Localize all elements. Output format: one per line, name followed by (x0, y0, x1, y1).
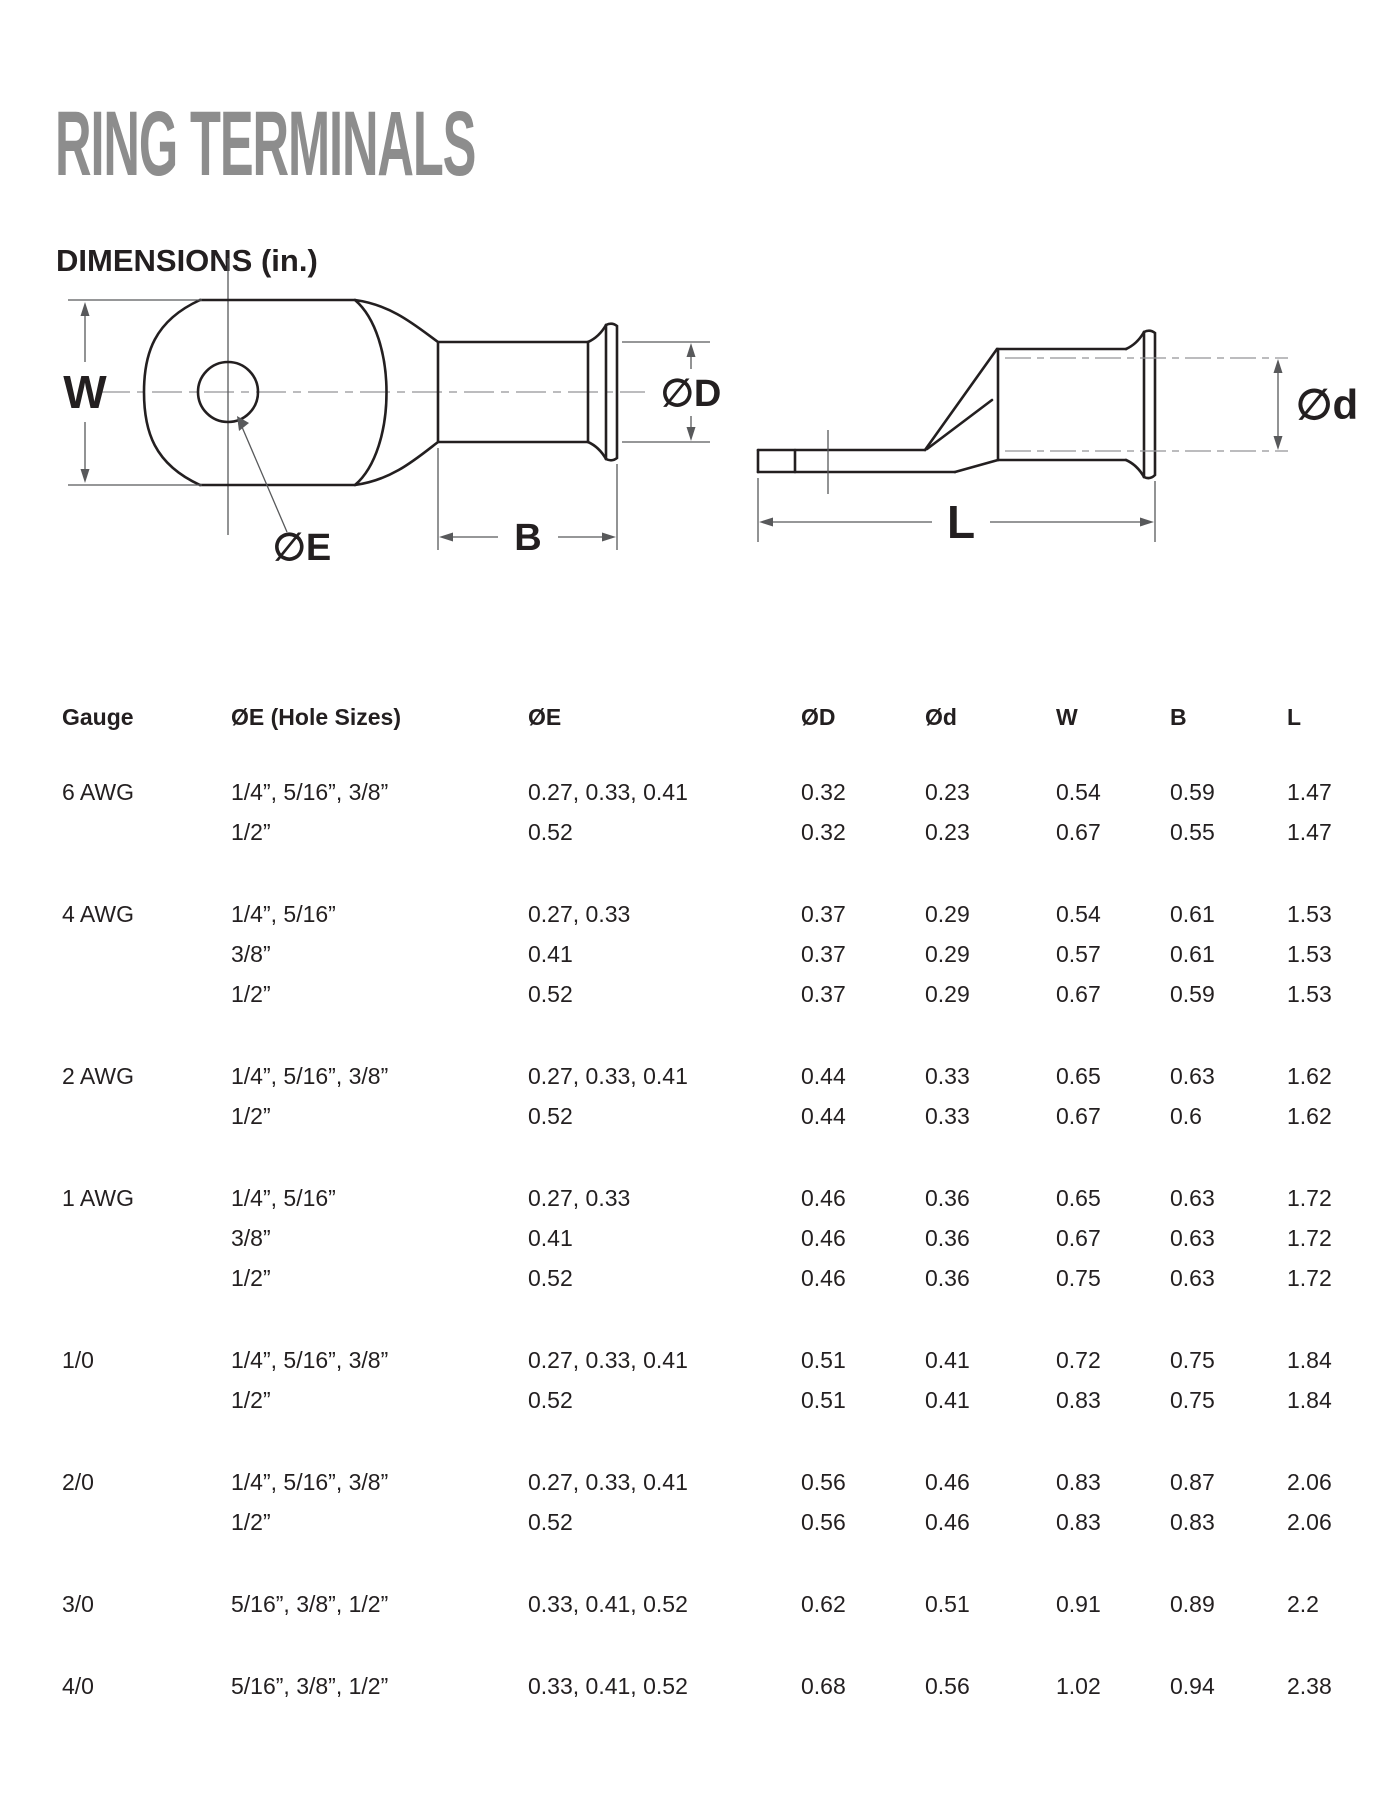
table-row (62, 1502, 1362, 1542)
w-arrow-down (81, 469, 90, 483)
table-cell: 0.33 (925, 1103, 970, 1129)
table-cell: 0.36 (925, 1225, 970, 1251)
table-cell: 1.53 (1287, 901, 1332, 927)
side-view-drawing (758, 331, 1358, 548)
dimension-l (758, 478, 1155, 548)
table-cell: 0.75 (1056, 1265, 1101, 1291)
table-cell: 1.72 (1287, 1265, 1332, 1291)
outer-diagonal (925, 349, 997, 450)
table-cell: 0.27, 0.33, 0.41 (528, 779, 688, 805)
table-cell: 1.72 (1287, 1185, 1332, 1211)
table-cell: 0.56 (801, 1469, 846, 1495)
table-cell: 1.62 (1287, 1063, 1332, 1089)
inner-diagonal (927, 400, 992, 449)
table-cell: 0.32 (801, 779, 846, 805)
w-label: W (63, 366, 107, 418)
big-d-label: ∅D (660, 373, 722, 415)
table-cell: 1/4”, 5/16”, 3/8” (231, 1469, 389, 1495)
table-cell: 0.51 (801, 1347, 846, 1373)
table-cell: 0.72 (1056, 1347, 1101, 1373)
table-cell: 5/16”, 3/8”, 1/2” (231, 1591, 389, 1617)
hole-e-label: ∅E (272, 527, 332, 569)
table-cell: 2.06 (1287, 1509, 1332, 1535)
header-gauge: Gauge (62, 704, 134, 730)
table-cell: 2.06 (1287, 1469, 1332, 1495)
table-cell: 0.41 (925, 1347, 970, 1373)
table-row (62, 1666, 1362, 1706)
table-body (62, 772, 1362, 1706)
table-cell: 0.41 (528, 1225, 573, 1251)
small-d-arrow-up (1274, 359, 1283, 373)
table-cell: 1.72 (1287, 1225, 1332, 1251)
table-cell: 0.52 (528, 981, 573, 1007)
table-cell: 0.83 (1170, 1509, 1215, 1535)
table-cell: 0.41 (925, 1387, 970, 1413)
table-cell: 0.94 (1170, 1673, 1215, 1699)
header-hole-sizes: ØE (Hole Sizes) (231, 704, 401, 730)
table-cell: 1.62 (1287, 1103, 1332, 1129)
table-cell: 0.29 (925, 981, 970, 1007)
table-cell: 0.61 (1170, 941, 1215, 967)
table-cell: 2/0 (62, 1469, 94, 1495)
table-cell: 0.55 (1170, 819, 1215, 845)
table-cell: 0.61 (1170, 901, 1215, 927)
table-row (62, 934, 1362, 974)
table-cell: 1/2” (231, 1265, 271, 1291)
table-cell: 0.36 (925, 1185, 970, 1211)
table-cell: 0.83 (1056, 1509, 1101, 1535)
table-cell: 4 AWG (62, 901, 134, 927)
b-arrow-left (439, 533, 453, 542)
header-w: W (1056, 704, 1078, 730)
table-row (62, 1258, 1362, 1298)
table-cell: 0.54 (1056, 779, 1101, 805)
table-cell: 1/4”, 5/16” (231, 901, 336, 927)
table-cell: 0.27, 0.33 (528, 1185, 631, 1211)
b-arrow-right (602, 533, 616, 542)
table-cell: 0.59 (1170, 779, 1215, 805)
table-cell: 1/4”, 5/16”, 3/8” (231, 1063, 389, 1089)
table-cell: 1/0 (62, 1347, 94, 1373)
table-cell: 1.84 (1287, 1387, 1332, 1413)
table-group (62, 772, 1362, 852)
table-cell: 0.54 (1056, 901, 1101, 927)
table-cell: 0.46 (925, 1509, 970, 1535)
table-cell: 0.44 (801, 1063, 846, 1089)
table-cell: 0.75 (1170, 1387, 1215, 1413)
d-arrow-up (687, 343, 696, 357)
table-cell: 0.33 (925, 1063, 970, 1089)
d-arrow-down (687, 427, 696, 441)
table-cell: 0.37 (801, 941, 846, 967)
table-cell: 1/2” (231, 1103, 271, 1129)
table-cell: 0.32 (801, 819, 846, 845)
small-d-label: ∅d (1295, 381, 1359, 428)
table-group (62, 1666, 1362, 1706)
table-cell: 0.51 (925, 1591, 970, 1617)
ring-top-edge (200, 300, 588, 342)
l-arrow-right (1140, 518, 1154, 527)
table-cell: 0.67 (1056, 981, 1101, 1007)
side-flare-bottom-curve (1126, 460, 1144, 477)
top-view-drawing (63, 258, 721, 569)
table-cell: 0.27, 0.33, 0.41 (528, 1347, 688, 1373)
table-cell: 1.53 (1287, 941, 1332, 967)
table-cell: 1.47 (1287, 779, 1332, 805)
table-cell: 3/8” (231, 941, 271, 967)
table-cell: 0.27, 0.33, 0.41 (528, 1469, 688, 1495)
ring-terminal-diagram (40, 250, 1360, 572)
table-cell: 0.87 (1170, 1469, 1215, 1495)
table-cell: 0.46 (801, 1225, 846, 1251)
table-row (62, 1584, 1362, 1624)
table-cell: 0.67 (1056, 819, 1101, 845)
table-cell: 0.33, 0.41, 0.52 (528, 1673, 688, 1699)
table-cell: 0.65 (1056, 1063, 1101, 1089)
table-cell: 0.89 (1170, 1591, 1215, 1617)
table-row (62, 894, 1362, 934)
table-cell: 0.27, 0.33 (528, 901, 631, 927)
table-cell: 0.41 (528, 941, 573, 967)
bottom-transition (955, 460, 998, 472)
table-cell: 0.23 (925, 779, 970, 805)
header-l: L (1287, 704, 1302, 730)
table-cell: 0.57 (1056, 941, 1101, 967)
table-cell: 0.63 (1170, 1265, 1215, 1291)
table-row (62, 772, 1362, 812)
small-d-arrow-down (1274, 436, 1283, 450)
table-cell: 0.46 (801, 1265, 846, 1291)
flare-bottom-curve (588, 442, 606, 459)
w-arrow-up (81, 302, 90, 316)
table-cell: 0.37 (801, 901, 846, 927)
dimension-b (438, 448, 617, 559)
table-cell: 0.63 (1170, 1063, 1215, 1089)
dimension-small-d (1274, 359, 1359, 450)
table-cell: 0.52 (528, 1103, 573, 1129)
table-cell: 0.65 (1056, 1185, 1101, 1211)
page-title: RING TERMINALS (55, 93, 476, 195)
table-cell: 0.83 (1056, 1387, 1101, 1413)
table-cell: 0.75 (1170, 1347, 1215, 1373)
flare-top-curve (588, 325, 606, 342)
dimension-hole-e (237, 416, 331, 569)
table-cell: 0.27, 0.33, 0.41 (528, 1063, 688, 1089)
table-cell: 0.63 (1170, 1225, 1215, 1251)
table-cell: 0.23 (925, 819, 970, 845)
table-group (62, 1056, 1362, 1136)
table-row (62, 1380, 1362, 1420)
header-oe: ØE (528, 704, 562, 730)
table-group (62, 1340, 1362, 1420)
table-cell: 1/4”, 5/16”, 3/8” (231, 779, 389, 805)
table-cell: 1/2” (231, 1509, 271, 1535)
side-flare-top-curve (1126, 332, 1144, 349)
table-row (62, 1462, 1362, 1502)
table-cell: 1/2” (231, 981, 271, 1007)
table-cell: 0.63 (1170, 1185, 1215, 1211)
table-cell: 0.29 (925, 941, 970, 967)
l-arrow-left (759, 518, 773, 527)
header-b: B (1170, 704, 1187, 730)
table-row (62, 812, 1362, 852)
table-cell: 0.52 (528, 1265, 573, 1291)
table-group (62, 1584, 1362, 1624)
table-cell: 5/16”, 3/8”, 1/2” (231, 1673, 389, 1699)
table-cell: 0.51 (801, 1387, 846, 1413)
table-cell: 0.56 (925, 1673, 970, 1699)
table-cell: 1.47 (1287, 819, 1332, 845)
table-cell: 0.37 (801, 981, 846, 1007)
table-cell: 0.83 (1056, 1469, 1101, 1495)
l-label: L (946, 496, 976, 548)
dimensions-table (62, 700, 1362, 1748)
table-row (62, 1340, 1362, 1380)
table-row (62, 1218, 1362, 1258)
table-cell: 1/2” (231, 1387, 271, 1413)
table-cell: 0.68 (801, 1673, 846, 1699)
table-cell: 1.84 (1287, 1347, 1332, 1373)
table-cell: 0.6 (1170, 1103, 1202, 1129)
table-cell: 0.44 (801, 1103, 846, 1129)
table-cell: 2.38 (1287, 1673, 1332, 1699)
table-cell: 0.36 (925, 1265, 970, 1291)
header-od-small: Ød (925, 704, 957, 730)
table-cell: 3/0 (62, 1591, 94, 1617)
table-cell: 1/2” (231, 819, 271, 845)
table-cell: 1/4”, 5/16”, 3/8” (231, 1347, 389, 1373)
table-cell: 0.52 (528, 1387, 573, 1413)
table-group (62, 1462, 1362, 1542)
table-cell: 2 AWG (62, 1063, 134, 1089)
table-cell: 0.52 (528, 1509, 573, 1535)
table-cell: 0.52 (528, 819, 573, 845)
table-group (62, 894, 1362, 1014)
table-cell: 0.33, 0.41, 0.52 (528, 1591, 688, 1617)
table-cell: 1.02 (1056, 1673, 1101, 1699)
header-od: ØD (801, 704, 836, 730)
e-leader-line (239, 420, 287, 532)
table-cell: 0.29 (925, 901, 970, 927)
table-cell: 0.56 (801, 1509, 846, 1535)
table-group (62, 1178, 1362, 1298)
side-flare-outer-lip (1144, 331, 1155, 478)
table-cell: 1.53 (1287, 981, 1332, 1007)
table-header-row (62, 700, 1362, 734)
table-row (62, 1096, 1362, 1136)
table-cell: 0.46 (801, 1185, 846, 1211)
technical-drawings (40, 250, 1360, 572)
table-row (62, 1178, 1362, 1218)
table-cell: 0.91 (1056, 1591, 1101, 1617)
b-label: B (514, 517, 542, 559)
table-cell: 0.46 (925, 1469, 970, 1495)
table-cell: 0.62 (801, 1591, 846, 1617)
table-cell: 0.59 (1170, 981, 1215, 1007)
table-cell: 6 AWG (62, 779, 134, 805)
table-cell: 4/0 (62, 1673, 94, 1699)
table-cell: 0.67 (1056, 1225, 1101, 1251)
dimensions-subtitle: DIMENSIONS (in.) (56, 243, 318, 278)
table-cell: 3/8” (231, 1225, 271, 1251)
table-cell: 2.2 (1287, 1591, 1319, 1617)
table-cell: 1/4”, 5/16” (231, 1185, 336, 1211)
table-row (62, 974, 1362, 1014)
table-row (62, 1056, 1362, 1096)
table-cell: 0.67 (1056, 1103, 1101, 1129)
table-cell: 1 AWG (62, 1185, 134, 1211)
